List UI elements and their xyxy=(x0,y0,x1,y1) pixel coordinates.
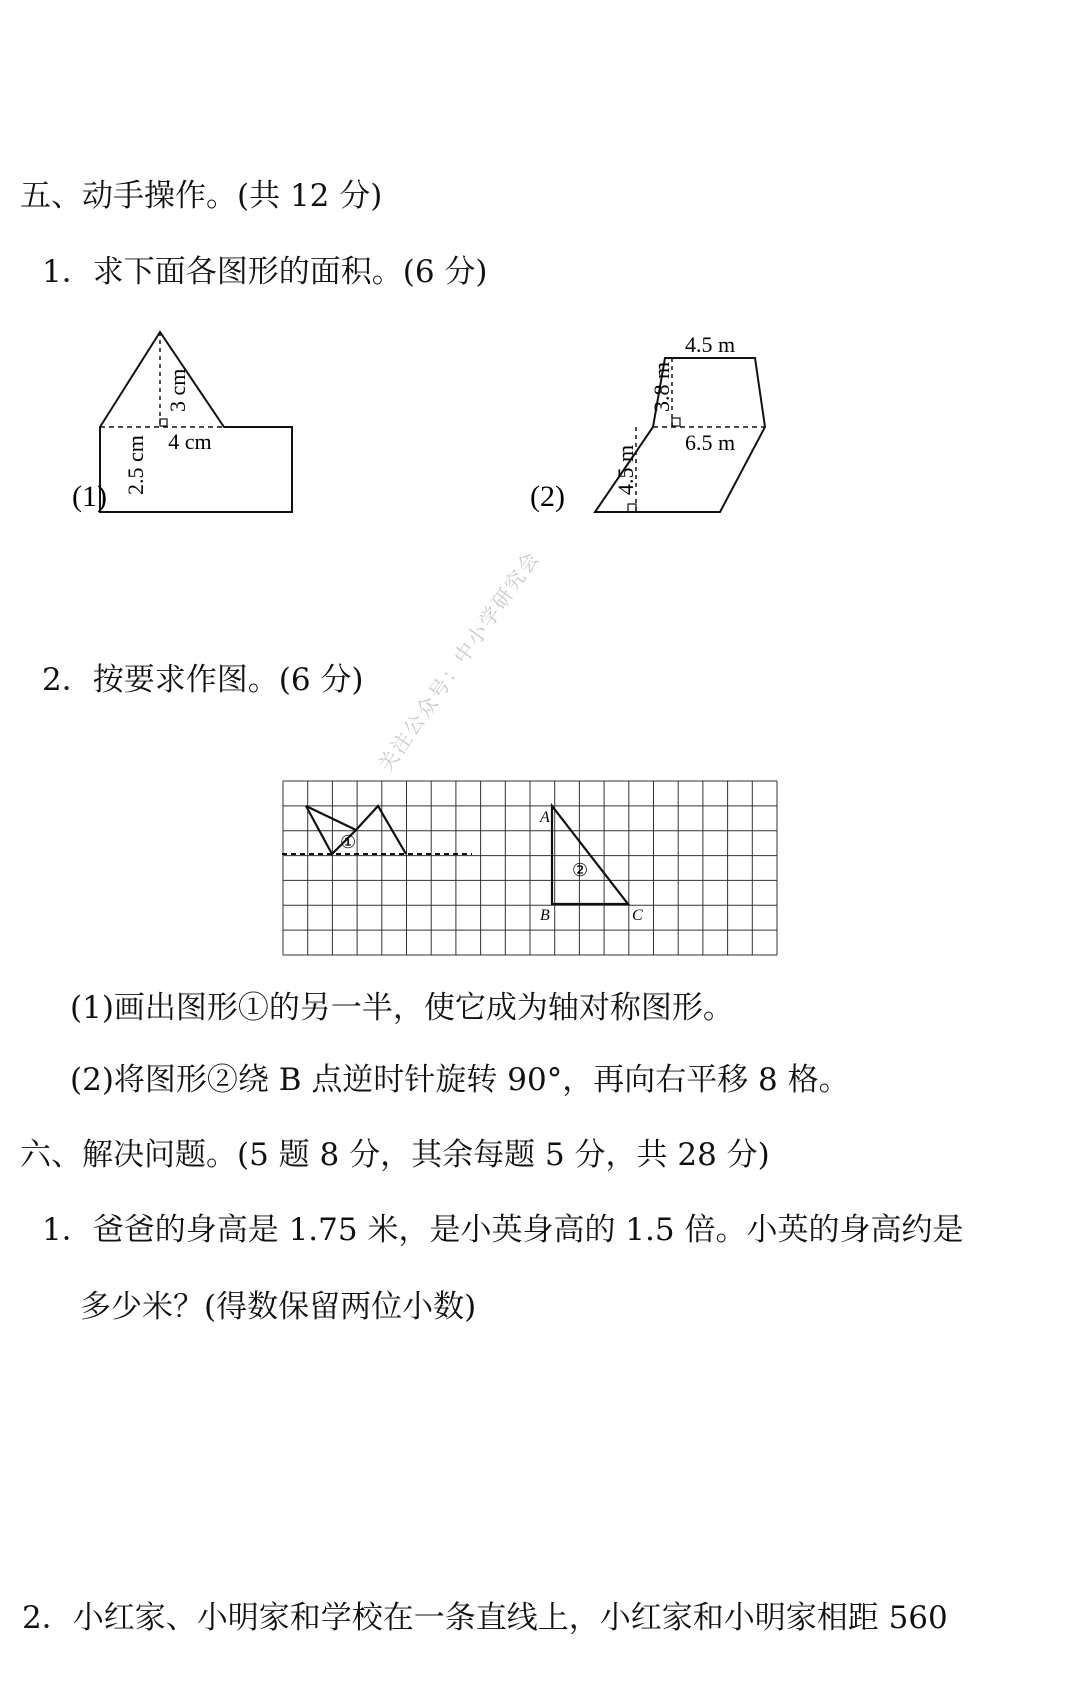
point-A-label: A xyxy=(540,809,550,826)
fig1-rect-height-label: 2.5 cm xyxy=(123,435,148,495)
fig2-top-label: 4.5 m xyxy=(684,332,736,357)
shape-1-label: ① xyxy=(340,832,357,852)
fig1-height-label: 3 cm xyxy=(165,368,190,412)
sub-question-1: (1)画出图形①的另一半，使它成为轴对称图形。 xyxy=(70,990,734,1026)
right-angle-mark xyxy=(160,419,167,426)
point-B-label: B xyxy=(540,907,550,924)
upper-right-angle xyxy=(672,418,680,426)
section6-q2-line1: 2．小红家、小明家和学校在一条直线上，小红家和小明家相距 560 xyxy=(22,1600,948,1636)
fig2-upper-height-label: 3.8 m xyxy=(649,361,674,412)
question-1-text: 1．求下面各图形的面积。(6 分) xyxy=(42,254,488,290)
section6-title: 六、解决问题。(5 题 8 分，其余每题 5 分，共 28 分) xyxy=(20,1137,770,1173)
figure-1-house xyxy=(60,320,320,520)
watermark: 关注公众号：中小学研究会 xyxy=(373,546,545,777)
fig2-middle-label: 6.5 m xyxy=(684,430,736,455)
point-C-label: C xyxy=(632,907,643,924)
fig2-label: (2) xyxy=(530,480,565,513)
section5-title: 五、动手操作。(共 12 分) xyxy=(20,178,383,214)
section6-q1-line2: 多少米？(得数保留两位小数) xyxy=(80,1289,477,1325)
fig1-base-label: 4 cm xyxy=(168,429,212,454)
figure-2-combined xyxy=(530,320,820,520)
grid-lines xyxy=(283,781,777,955)
sub-question-2: (2)将图形②绕 B 点逆时针旋转 90°，再向右平移 8 格。 xyxy=(70,1062,850,1098)
shape-2-triangle xyxy=(552,806,628,904)
drawing-grid xyxy=(282,780,778,956)
question-2-text: 2．按要求作图。(6 分) xyxy=(42,662,364,698)
fig1-label: (1) xyxy=(72,480,107,513)
fig2-lower-height-label: 4.5 m xyxy=(613,444,638,495)
lower-right-angle xyxy=(628,504,636,512)
section6-q1-line1: 1．爸爸的身高是 1.75 米，是小英身高的 1.5 倍。小英的身高约是 xyxy=(42,1212,964,1248)
shape-2-label: ② xyxy=(572,860,589,880)
